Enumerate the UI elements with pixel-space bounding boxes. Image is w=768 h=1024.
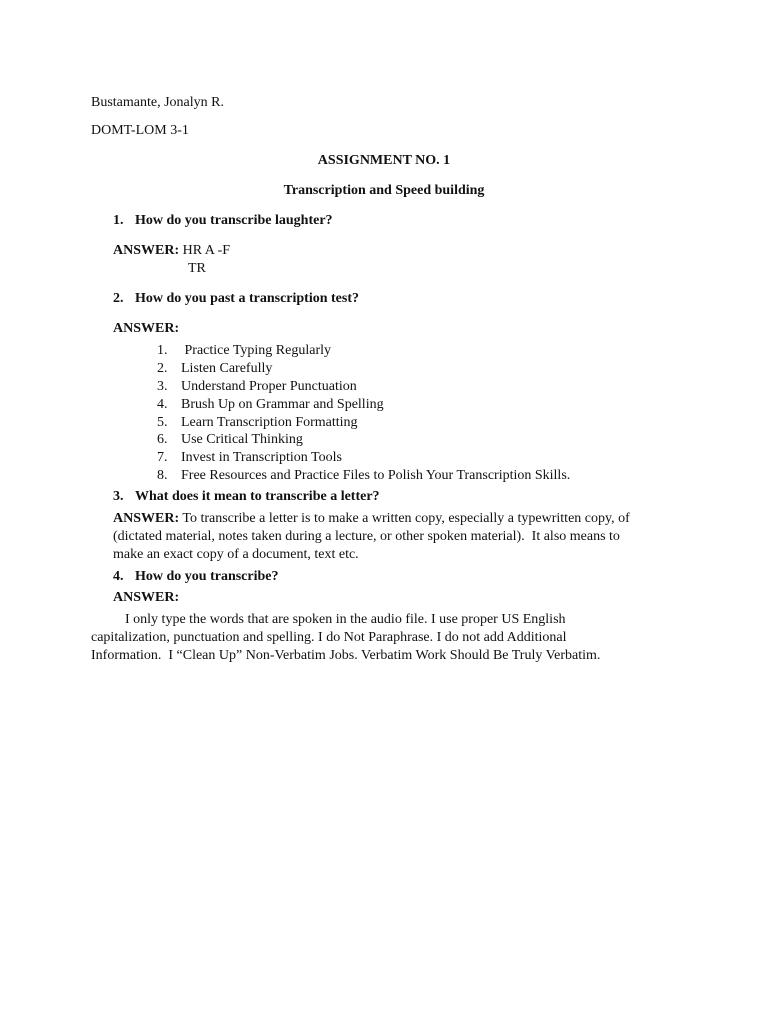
list-item: 5. Learn Transcription Formatting xyxy=(157,414,358,430)
question-text: What does it mean to transcribe a letter? xyxy=(135,489,380,504)
answer-line: To transcribe a letter is to make a written copy, especially a typewritten copy, of xyxy=(179,511,630,526)
question-text: How do you past a transcription test? xyxy=(135,291,360,306)
answer-4-line-3: Information. I “Clean Up” Non-Verbatim Jobs. Verbatim Work Should Be Truly Verbatim. xyxy=(91,648,601,663)
answer-3-line-1 xyxy=(113,510,630,528)
list-item: 8. Free Resources and Practice Files to Polish Your Transcription Skills. xyxy=(157,468,571,484)
list-item: 6. Use Critical Thinking xyxy=(157,432,303,448)
list-item: 2. Listen Carefully xyxy=(157,360,273,376)
answer-3-line-3: make an exact copy of a document, text etc. xyxy=(113,547,359,562)
answer-label: ANSWER: xyxy=(113,511,180,526)
list-item: 3. Understand Proper Punctuation xyxy=(157,378,357,394)
question-number: 1. xyxy=(113,213,124,228)
assignment-title: ASSIGNMENT NO. 1 xyxy=(317,153,451,168)
question-1 xyxy=(113,212,333,230)
list-item: 7. Invest in Transcription Tools xyxy=(157,450,342,466)
answer-line: HR A -F xyxy=(182,243,231,258)
answer-1 xyxy=(113,242,230,260)
assignment-subtitle: Transcription and Speed building xyxy=(283,183,485,198)
question-number: 3. xyxy=(113,489,124,504)
answer-4-label: ANSWER: xyxy=(113,590,180,605)
answer-2-list xyxy=(157,342,570,485)
answer-4-line-2: capitalization, punctuation and spelling. I do Not Paraphrase. I do not add Additional xyxy=(91,630,567,645)
question-4 xyxy=(113,568,279,586)
answer-4-line-1: I only type the words that are spoken in the audio file. I use proper US English xyxy=(125,612,566,627)
question-2 xyxy=(113,290,359,308)
question-number: 2. xyxy=(113,291,124,306)
question-number: 4. xyxy=(113,569,124,584)
answer-2-label: ANSWER: xyxy=(113,321,180,336)
student-name: Bustamante, Jonalyn R. xyxy=(91,95,224,110)
question-text: How do you transcribe? xyxy=(135,569,279,584)
course-section: DOMT-LOM 3-1 xyxy=(91,123,189,138)
list-item: 1. Practice Typing Regularly xyxy=(157,343,332,358)
answer-3-line-2: (dictated material, notes taken during a lecture, or other spoken material). It also means to xyxy=(113,529,620,544)
answer-label: ANSWER: xyxy=(113,243,180,258)
question-3 xyxy=(113,488,380,506)
answer-1-line-2: TR xyxy=(188,261,206,276)
list-item: 4. Brush Up on Grammar and Spelling xyxy=(157,396,384,412)
question-text: How do you transcribe laughter? xyxy=(135,213,333,228)
